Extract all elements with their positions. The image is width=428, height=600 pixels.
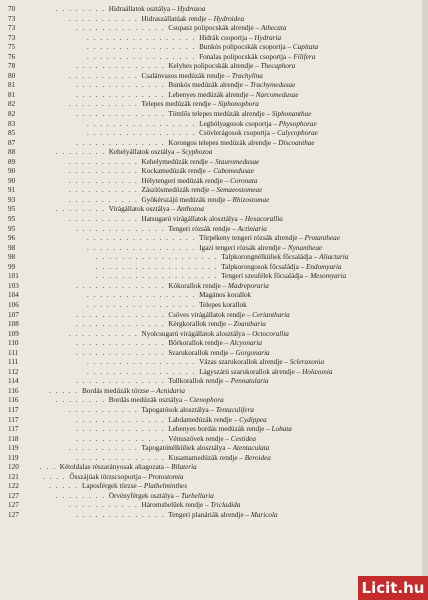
toc-entry: . . . . . . . . . . . . . . Csöves virágállatok rendje – Ceriantharia xyxy=(76,310,290,319)
entry-latin-name: Nynantheae xyxy=(287,243,323,252)
entry-hungarian-name: Kehelyállatok osztálya – xyxy=(108,148,182,157)
toc-row xyxy=(8,148,418,158)
entry-latin-name: Tricladida xyxy=(210,501,241,510)
page-number: 80 xyxy=(8,71,16,80)
toc-entry: . . . . . . . . . . . . . . . . . Leghólyagosok csoportja – Physophorae xyxy=(87,119,317,128)
toc-row xyxy=(8,387,418,397)
entry-hungarian-name: Tollkorallok rendje – xyxy=(168,377,231,386)
toc-entry: . . . Kétoldalas részarányosak altagozata – Bilateria xyxy=(40,463,197,472)
page-number: 78 xyxy=(8,62,16,71)
toc-entry: . . . . . . . . . . . Csalánvasos medúzák rendje – Trachylina xyxy=(69,71,263,80)
entry-latin-name: Scleraxonia xyxy=(289,358,325,367)
page-number: 118 xyxy=(8,434,19,443)
toc-entry: . . . . . . . . . . . . . . . . . . . Talpkorongosok főcsaládja – Endomyaria xyxy=(96,262,342,271)
toc-entry: . . . . . . . . Kehelyállatok osztálya – Scyphozoa xyxy=(56,148,213,157)
toc-row xyxy=(8,301,418,311)
entry-hungarian-name: Csupasz polipocskák alrendje – xyxy=(168,24,261,33)
toc-row xyxy=(8,330,418,340)
toc-row xyxy=(8,311,418,321)
toc-row xyxy=(8,81,418,91)
toc-row xyxy=(8,244,418,254)
page-number: 127 xyxy=(8,491,19,500)
page-number: 96 xyxy=(8,234,16,243)
toc-entry: . . . . . . . . Bordás medúzák osztálya – Ctenophora xyxy=(56,396,224,405)
entry-latin-name: Narcomedusae xyxy=(255,90,299,99)
entry-hungarian-name: Kelyhes polipocskák alrendje – xyxy=(168,62,261,71)
entry-latin-name: Lobata xyxy=(271,425,292,434)
toc-row xyxy=(8,482,418,492)
entry-hungarian-name: Hatsugarú virágállatok alosztálya – xyxy=(141,215,245,224)
page-number: 98 xyxy=(8,253,16,262)
toc-row xyxy=(8,511,418,521)
toc-row xyxy=(8,320,418,330)
entry-latin-name: Trachymedusae xyxy=(250,81,296,90)
page-number: 85 xyxy=(8,129,16,138)
entry-hungarian-name: Bunkós medúzák alrendje – xyxy=(168,81,251,90)
toc-entry: . . . . . . . . . . . . . . . . . Törpékeny tengeri rózsák alrendje – Protantheae xyxy=(87,234,340,243)
entry-latin-name: Cestidea xyxy=(230,434,256,443)
entry-latin-name: Hydrozoa xyxy=(177,5,206,13)
entry-latin-name: Cydippea xyxy=(239,415,267,424)
toc-entry: . . . . . Bordás medúzák törzse – Acnidaria xyxy=(49,386,185,395)
entry-latin-name: Mesomyaria xyxy=(310,272,347,281)
page-number: 116 xyxy=(8,386,19,395)
entry-hungarian-name: Kétoldalas részarányosak altagozata – xyxy=(59,463,172,472)
toc-entry: . . . . . . . . . . . . . . Lebenyes bordás medúzák rendje – Lobata xyxy=(76,425,292,434)
toc-row xyxy=(8,492,418,502)
page-number: 122 xyxy=(8,482,19,491)
page-edge-shadow xyxy=(422,0,428,576)
toc-row xyxy=(8,291,418,301)
entry-hungarian-name: Tengeri rózsák rendje – xyxy=(168,224,238,233)
toc-row xyxy=(8,5,418,15)
entry-latin-name: Siphonophora xyxy=(218,100,259,109)
entry-hungarian-name: Talpkorongnélküliek főcsaládja – xyxy=(221,253,320,262)
entry-latin-name: Zoantharia xyxy=(233,320,266,329)
toc-row xyxy=(8,377,418,387)
toc-entry: . . . . . . . . . . . . . . Szarukorallok rendje – Gorgonaria xyxy=(76,348,270,357)
entry-latin-name: Bilateria xyxy=(171,463,197,472)
toc-row xyxy=(8,272,418,282)
toc-entry: . . . . . . . . . . . Hidraszállatúak rendje – Hydroidea xyxy=(69,14,245,23)
toc-entry: . . . . . . . . . . . Tapogatónélküliek alosztálya – Atentaculata xyxy=(69,444,270,453)
page-number: 106 xyxy=(8,300,19,309)
page-number: 95 xyxy=(8,224,16,233)
entry-hungarian-name: Korongos telepes medúzák alrendje – xyxy=(168,138,279,147)
page-number: 107 xyxy=(8,310,19,319)
page-number: 91 xyxy=(8,186,16,195)
page-number: 75 xyxy=(8,43,16,52)
entry-latin-name: Maricola xyxy=(250,510,278,519)
entry-hungarian-name: Tapogatósok alosztálya – xyxy=(141,405,216,414)
entry-hungarian-name: Örvényférgek osztálya – xyxy=(108,491,182,500)
entry-hungarian-name: Hidraállatok osztálya – xyxy=(108,5,178,13)
entry-hungarian-name: Bunkós polipocskák csoportja – xyxy=(199,43,293,52)
page-number: 76 xyxy=(8,52,16,61)
entry-latin-name: Plathelminthes xyxy=(143,482,188,491)
entry-latin-name: Rhizostomae xyxy=(232,195,270,204)
page-number: 104 xyxy=(8,291,19,300)
entry-latin-name: Hydraria xyxy=(254,33,282,42)
toc-entry: . . . . . . . . . . . . . . . . . . . Talpkorongnélküliek főcsaládja – Aliactaria xyxy=(96,253,349,262)
toc-entry: . . . . . . . . . . . . . . Kókorallok rendje – Madreporaria xyxy=(76,281,269,290)
toc-row xyxy=(8,196,418,206)
toc-row xyxy=(8,454,418,464)
page-number: 82 xyxy=(8,110,16,119)
entry-hungarian-name: Hélytengeri medúzák rendje – xyxy=(141,176,231,185)
entry-hungarian-name: Hidraszállatúak rendje – xyxy=(141,14,214,23)
toc-entry: . . . . . . . . . . . Zászlósmedúzák rendje – Semaeostomeae xyxy=(69,186,263,195)
page-number: 83 xyxy=(8,119,16,128)
entry-latin-name: Hexacorallia xyxy=(244,215,283,224)
entry-latin-name: Octocorallia xyxy=(252,329,289,338)
entry-latin-name: Beroidea xyxy=(244,453,271,462)
page-number: 89 xyxy=(8,157,16,166)
toc-entry: . . . . . . . . . . . Háromsbelűek rendje – Tricladida xyxy=(69,501,241,510)
toc-row xyxy=(8,253,418,263)
entry-latin-name: Endomyaria xyxy=(306,262,342,271)
page-number: 103 xyxy=(8,281,19,290)
toc-row xyxy=(8,435,418,445)
toc-row xyxy=(8,72,418,82)
entry-hungarian-name: Bordás medúzák osztálya – xyxy=(108,396,190,405)
entry-hungarian-name: Gyökérszájú medúzák rendje – xyxy=(141,195,233,204)
entry-hungarian-name: Hidrák csoportja – xyxy=(199,33,255,42)
entry-latin-name: Acnidaria xyxy=(156,386,185,395)
watermark-logo: Licit.hu xyxy=(358,576,428,600)
toc-row xyxy=(8,129,418,139)
entry-latin-name: Siphonanthae xyxy=(271,110,312,119)
toc-row xyxy=(8,444,418,454)
entry-hungarian-name: Laposférgek törzse – xyxy=(81,482,144,491)
page-number: 95 xyxy=(8,205,16,214)
toc-entry: . . . . . . . . . . . . . . . . . Vázas szarukorallok alrendje – Scleraxonia xyxy=(87,358,325,367)
entry-hungarian-name: Ősszájúak törzscsoportja – xyxy=(69,472,149,481)
toc-entry: . . . . . . . . . . . Kehelymedúzák rendje – Stauromedusae xyxy=(69,157,260,166)
toc-entry: . . . . . Laposférgek törzse – Plathelminthes xyxy=(49,482,188,491)
page-number: 73 xyxy=(8,24,16,33)
page-number: 117 xyxy=(8,405,19,414)
toc-row xyxy=(8,234,418,244)
entry-latin-name: Trachylina xyxy=(231,71,263,80)
toc-row xyxy=(8,43,418,53)
page-number: 90 xyxy=(8,167,16,176)
page-number: 110 xyxy=(8,339,19,348)
entry-hungarian-name: Magános korallok xyxy=(199,291,252,300)
toc-entry: . . . . . . . . . . . . . . Bunkós medúzák alrendje – Trachymedusae xyxy=(76,81,296,90)
toc-entry: . . . . . . . . . . . Hélytengeri medúzák rendje – Coronata xyxy=(69,176,258,185)
entry-latin-name: Aliactaria xyxy=(319,253,349,262)
entry-hungarian-name: Lágyszárú szarukorallok alrendje – xyxy=(199,367,303,376)
toc-row xyxy=(8,186,418,196)
toc-entry: . . . . . . . . . . . . . . Labdamedúzák rendje – Cydippea xyxy=(76,415,267,424)
entry-hungarian-name: Vénuszövek rendje – xyxy=(168,434,231,443)
entry-hungarian-name: Vázas szarukorallok alrendje – xyxy=(199,358,290,367)
page-number: 127 xyxy=(8,510,19,519)
entry-hungarian-name: Igazi tengeri rózsák alrendje – xyxy=(199,243,288,252)
page-number: 121 xyxy=(8,472,19,481)
entry-latin-name: Tentaculifera xyxy=(215,405,254,414)
entry-hungarian-name: Fonalas polipocskák csoportja – xyxy=(199,52,294,61)
entry-hungarian-name: Bőrkorallok rendje – xyxy=(168,339,230,348)
entry-latin-name: Madreporaria xyxy=(228,281,269,290)
toc-entry: . . . . . . . . . . . . . . Tengeri planáriák alrendje – Maricola xyxy=(76,510,278,519)
entry-latin-name: Thecaphora xyxy=(260,62,296,71)
entry-latin-name: Stauromedusae xyxy=(215,157,260,166)
entry-hungarian-name: Szarukorallok rendje – xyxy=(168,348,236,357)
entry-hungarian-name: Tengeri szeufélek főcsaládja – xyxy=(221,272,311,281)
entry-hungarian-name: Leghólyagosok csoportja – xyxy=(199,119,279,128)
toc-entry: . . . . . . . . . . . . . . . . . Telepes korallok xyxy=(87,300,247,309)
toc-row xyxy=(8,100,418,110)
toc-entry: . . . . . . . . . . . . . . Kusamamedúzák rendje – Beroidea xyxy=(76,453,271,462)
toc-entry: . . . . . . . . . . . . . . Csupasz polipocskák alrendje – Athecata xyxy=(76,24,287,33)
page-number: 87 xyxy=(8,138,16,147)
entry-latin-name: Discoanthae xyxy=(278,138,315,147)
page-number: 82 xyxy=(8,100,16,109)
toc-row xyxy=(8,425,418,435)
toc-entry: . . . . . . . . . . . Nyolcsugarú virágállatok alosztálya – Octocorallia xyxy=(69,329,289,338)
entry-latin-name: Filifera xyxy=(293,52,316,61)
toc-row xyxy=(8,358,418,368)
entry-latin-name: Ceriantharia xyxy=(252,310,290,319)
toc-entry: . . . . . . . . . . . . . . . . . Hidrák csoportja – Hydraria xyxy=(87,33,282,42)
toc-entry: . . . . . . . . . . . . . . . . . . . Tengeri szeufélek főcsaládja – Mesomyaria xyxy=(96,272,347,281)
toc-row xyxy=(8,91,418,101)
toc-row xyxy=(8,53,418,63)
toc-row xyxy=(8,339,418,349)
page-number: 112 xyxy=(8,367,19,376)
entry-latin-name: Scyphozoa xyxy=(181,148,213,157)
page-number: 117 xyxy=(8,425,19,434)
page-number: 99 xyxy=(8,262,16,271)
toc-entry: . . . . . . . . . . . . . . . . . Fonalas polipocskák csoportja – Filifera xyxy=(87,52,316,61)
page-number: 119 xyxy=(8,453,19,462)
toc-entry: . . . . . . . . . . . . . . . . . Igazi tengeri rózsák alrendje – Nynantheae xyxy=(87,243,323,252)
toc-row xyxy=(8,167,418,177)
toc-entry: . . . . . . . . . . . . . . Kérgkorallok rendje – Zoantharia xyxy=(76,320,266,329)
toc-row xyxy=(8,62,418,72)
toc-row xyxy=(8,225,418,235)
toc-entry: . . . . . . . . . . . . . . Tollkorallok rendje – Pennatularia xyxy=(76,377,269,386)
toc-entry: . . . . . . . . . . . . . . Vénuszövek rendje – Cestidea xyxy=(76,434,256,443)
page-number: 81 xyxy=(8,81,16,90)
entry-hungarian-name: Tengeri planáriák alrendje – xyxy=(168,510,251,519)
toc-row xyxy=(8,110,418,120)
toc-entry: . . . . . . . . . . . Hatsugarú virágállatok alosztálya – Hexacorallia xyxy=(69,215,283,224)
page-number: 73 xyxy=(8,14,16,23)
entry-latin-name: Protostomia xyxy=(148,472,184,481)
entry-hungarian-name: Tömlős telepes medúzák alrendje – xyxy=(168,110,272,119)
entry-latin-name: Physophorae xyxy=(278,119,317,128)
page-number: 117 xyxy=(8,415,19,424)
toc-row xyxy=(8,34,418,44)
entry-latin-name: Alcyonaria xyxy=(230,339,262,348)
entry-hungarian-name: Csalánvasos medúzák rendje – xyxy=(141,71,232,80)
entry-hungarian-name: Nyolcsugarú virágállatok alosztálya – xyxy=(141,329,253,338)
page-number: 101 xyxy=(8,272,19,281)
page-number: 98 xyxy=(8,243,16,252)
entry-hungarian-name: Tapogatónélküliek alosztálya – xyxy=(141,444,233,453)
entry-hungarian-name: Kókorallok rendje – xyxy=(168,281,228,290)
entry-hungarian-name: Telepes medúzák rendje – xyxy=(141,100,219,109)
page-number: 90 xyxy=(8,176,16,185)
page-number: 111 xyxy=(8,348,19,357)
entry-hungarian-name: Törpékeny tengeri rózsák alrendje – xyxy=(199,234,305,243)
toc-entry: . . . . . . . . . . . . . . . . . Magános korallok xyxy=(87,291,252,300)
entry-hungarian-name: Lebenyes medúzák alrendje – xyxy=(168,90,256,99)
page-number: 109 xyxy=(8,329,19,338)
entry-latin-name: Cubomedusae xyxy=(213,167,254,176)
toc-entry: . . . . . . . . Örvényférgek osztálya – Turbellaria xyxy=(56,491,214,500)
entry-latin-name: Hydroidea xyxy=(213,14,245,23)
toc-row xyxy=(8,15,418,25)
toc-row xyxy=(8,215,418,225)
page-number: 108 xyxy=(8,320,19,329)
entry-latin-name: Semaeostomeae xyxy=(216,186,263,195)
toc-row xyxy=(8,406,418,416)
toc-entry: . . . . . . . . . . . . . . Kelyhes polipocskák alrendje – Thecaphora xyxy=(76,62,296,71)
entry-hungarian-name: Kusamamedúzák rendje – xyxy=(168,453,245,462)
entry-latin-name: Atentaculata xyxy=(232,444,270,453)
page-number: 114 xyxy=(8,377,19,386)
toc-entry: . . . . . . . . . . . . . . . . . Csövlerágosok csoportja – Calycophorae xyxy=(87,129,318,138)
entry-latin-name: Capitata xyxy=(292,43,319,52)
toc-row xyxy=(8,24,418,34)
entry-latin-name: Ctenophora xyxy=(189,396,224,405)
toc-row xyxy=(8,396,418,406)
page-number: 120 xyxy=(8,463,19,472)
table-of-contents xyxy=(8,5,418,521)
entry-latin-name: Pennatularia xyxy=(230,377,269,386)
entry-latin-name: Anthozoa xyxy=(176,205,204,214)
entry-latin-name: Actiniaria xyxy=(237,224,267,233)
toc-entry: . . . . . . . . . . . Tapogatósok alosztálya – Tentaculifera xyxy=(69,405,254,414)
entry-latin-name: Turbellaria xyxy=(181,491,214,500)
toc-row xyxy=(8,473,418,483)
entry-hungarian-name: Kérgkorallok rendje – xyxy=(168,320,234,329)
toc-entry: . . . . . . . . Hidraállatok osztálya – Hydrozoa xyxy=(56,5,206,13)
entry-latin-name: Calycophorae xyxy=(277,129,318,138)
entry-hungarian-name: Kockamedúzák rendje – xyxy=(141,167,214,176)
entry-hungarian-name: Zászlósmedúzák rendje – xyxy=(141,186,217,195)
toc-row xyxy=(8,463,418,473)
entry-latin-name: Protantheae xyxy=(304,234,340,243)
toc-entry: . . . . . . . . . . . . . . Korongos telepes medúzák alrendje – Discoanthae xyxy=(76,138,315,147)
page-number: 111 xyxy=(8,358,19,367)
toc-row xyxy=(8,158,418,168)
toc-row xyxy=(8,139,418,149)
toc-row xyxy=(8,368,418,378)
toc-entry: . . . . . . . . . . . . . . Lebenyes medúzák alrendje – Narcomedusae xyxy=(76,90,299,99)
toc-row xyxy=(8,282,418,292)
entry-latin-name: Athecata xyxy=(260,24,287,33)
toc-entry: . . . . Ősszájúak törzscsoportja – Protostomia xyxy=(43,472,184,481)
toc-row xyxy=(8,205,418,215)
entry-latin-name: Coronata xyxy=(230,176,258,185)
toc-row xyxy=(8,501,418,511)
page-number: 95 xyxy=(8,215,16,224)
toc-row xyxy=(8,263,418,273)
entry-hungarian-name: Telepes korallok xyxy=(199,300,247,309)
entry-latin-name: Gorgonaria xyxy=(235,348,270,357)
page-number: 127 xyxy=(8,501,19,510)
toc-entry: . . . . . . . . Virágállatok osztálya – Anthozoa xyxy=(56,205,204,214)
toc-entry: . . . . . . . . . . . Kockamedúzák rendje – Cubomedusae xyxy=(69,167,254,176)
entry-hungarian-name: Csövlerágosok csoportja – xyxy=(199,129,278,138)
toc-row xyxy=(8,177,418,187)
page-number: 81 xyxy=(8,90,16,99)
entry-hungarian-name: Virágállatok osztálya – xyxy=(108,205,177,214)
toc-entry: . . . . . . . . . . . . . . Tömlős telepes medúzák alrendje – Siphonanthae xyxy=(76,110,312,119)
page-number: 73 xyxy=(8,33,16,42)
entry-hungarian-name: Bordás medúzák törzse – xyxy=(81,386,157,395)
entry-hungarian-name: Labdamedúzák rendje – xyxy=(168,415,240,424)
entry-latin-name: Holaxonia xyxy=(302,367,333,376)
toc-entry: . . . . . . . . . . . . . . Tengeri rózsák rendje – Actiniaria xyxy=(76,224,267,233)
toc-entry: . . . . . . . . . . . . . . . . . Bunkós polipocskák csoportja – Capitata xyxy=(87,43,319,52)
page-number: 116 xyxy=(8,396,19,405)
entry-hungarian-name: Lebenyes bordás medúzák rendje – xyxy=(168,425,272,434)
page-number: 119 xyxy=(8,444,19,453)
toc-row xyxy=(8,349,418,359)
toc-row xyxy=(8,120,418,130)
page-number: 93 xyxy=(8,195,16,204)
entry-hungarian-name: Talpkorongosok főcsaládja – xyxy=(221,262,307,271)
entry-hungarian-name: Kehelymedúzák rendje – xyxy=(141,157,216,166)
entry-hungarian-name: Háromsbelűek rendje – xyxy=(141,501,211,510)
toc-entry: . . . . . . . . . . . . . . Bőrkorallok rendje – Alcyonaria xyxy=(76,339,262,348)
toc-entry: . . . . . . . . . . . . . . . . . Lágyszárú szarukorallok alrendje – Holaxonia xyxy=(87,367,333,376)
toc-entry: . . . . . . . . . . . Telepes medúzák rendje – Siphonophora xyxy=(69,100,259,109)
entry-hungarian-name: Csöves virágállatok rendje – xyxy=(168,310,253,319)
toc-entry: . . . . . . . . . . . Gyökérszájú medúzák rendje – Rhizostomae xyxy=(69,195,270,204)
page-number: 88 xyxy=(8,148,16,157)
page-number: 70 xyxy=(8,5,16,13)
toc-row xyxy=(8,416,418,426)
